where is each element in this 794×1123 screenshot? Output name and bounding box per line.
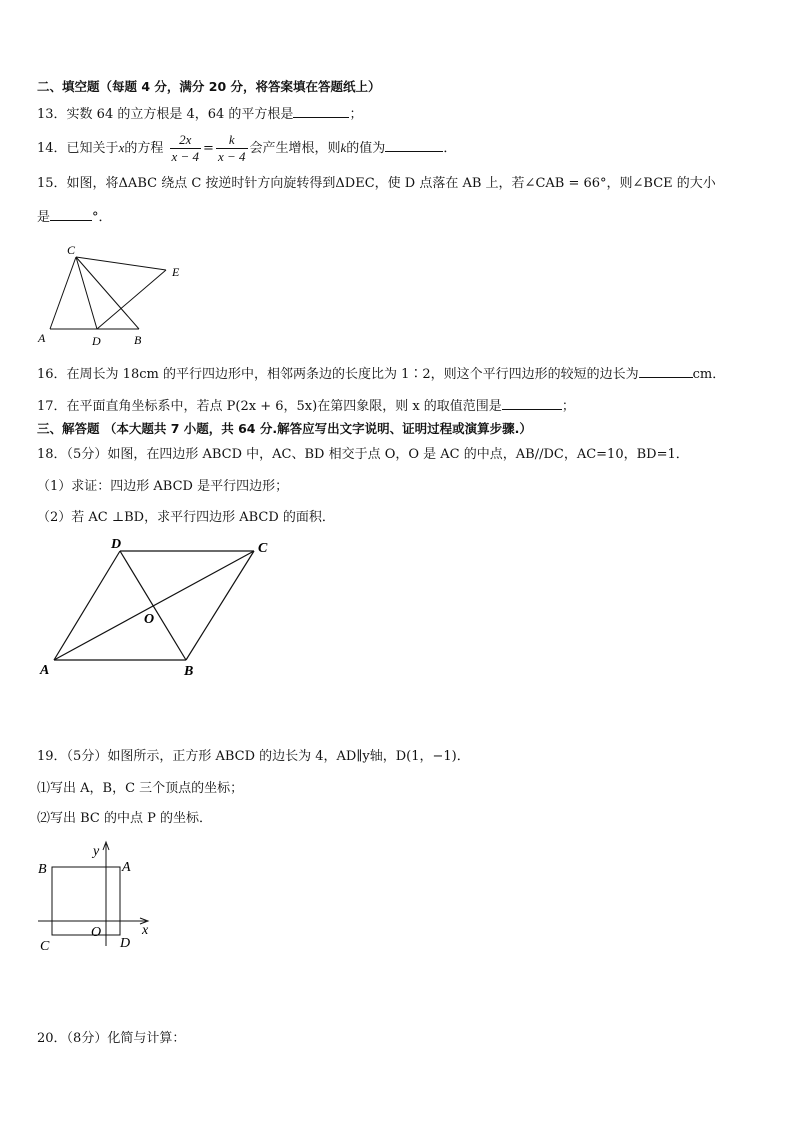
answer-blank (502, 395, 562, 410)
question-text: 会产生增根，则 (249, 141, 341, 156)
square-abcd (52, 867, 120, 935)
fraction-right (216, 132, 248, 165)
punctuation: °． (92, 210, 112, 225)
punctuation: ． (443, 141, 457, 156)
equals-sign: = (203, 141, 214, 156)
question-text: 已知关于 (66, 141, 119, 156)
question-15 (37, 175, 716, 193)
question-14 (37, 130, 456, 170)
question-text: 在周长为 18cm 的平行四边形中，相邻两条边的长度比为 1∶2，则这个平行四边形的较短的边长为 (66, 367, 639, 382)
answer-blank (50, 206, 92, 221)
label-b: B (38, 862, 47, 877)
question-text: 是 (37, 210, 51, 225)
question-number: 15． (37, 176, 67, 191)
label-a: A (38, 331, 46, 345)
answer-blank (639, 363, 693, 378)
segment-ac (50, 257, 76, 329)
question-text: 如图，将ΔABC 绕点 C 按逆时针方向旋转得到ΔDEC，使 D 点落在 AB 上，若∠CAB = 66°，则∠BCE 的大小 (66, 176, 716, 191)
question-19 (37, 748, 470, 766)
question-number: 20． (37, 1031, 67, 1046)
label-c: C (258, 541, 268, 556)
q15-triangle-figure (34, 238, 194, 348)
question-number: 16． (37, 367, 67, 382)
question-text: 实数 64 的立方根是 4，64 的平方根是 (66, 107, 294, 122)
question-18-part-1: （1）求证：四边形 ABCD 是平行四边形； (37, 479, 289, 494)
label-c: C (67, 243, 76, 257)
question-18-part-2: （2）若 AC ⊥BD，求平行四边形 ABCD 的面积． (37, 510, 335, 525)
question-number: 17． (37, 399, 67, 414)
segment-cb (186, 551, 254, 660)
unit-text: cm． (692, 367, 726, 382)
diagonal-ac (54, 551, 254, 660)
fraction-left (170, 132, 202, 165)
label-o: O (91, 925, 102, 940)
question-18 (37, 446, 689, 464)
q18-parallelogram-figure (34, 532, 284, 682)
label-d: D (92, 334, 101, 348)
variable-x: x (118, 140, 125, 155)
question-19-part-1: ⑴写出 A，B，C 三个顶点的坐标； (37, 781, 244, 796)
label-b: B (184, 664, 194, 679)
label-d: D (111, 537, 122, 552)
question-number: 13． (37, 107, 67, 122)
segment-cd (76, 257, 97, 329)
question-text: 在平面直角坐标系中，若点 P(2x + 6，5x)在第四象限，则 x 的取值范围是 (66, 399, 502, 414)
question-text: 的方程 (124, 141, 164, 156)
question-number: 18． (37, 447, 67, 462)
punctuation: ； (561, 399, 575, 414)
segment-ad (54, 551, 120, 660)
section-2-heading: 二、填空题（每题 4 分，满分 20 分，将答案填在答题纸上） (37, 79, 381, 94)
label-e: E (172, 265, 180, 279)
label-x: x (142, 923, 149, 938)
label-o: O (144, 612, 155, 627)
question-text: 的值为 (346, 141, 386, 156)
segment-ce (76, 257, 166, 270)
question-number: 14． (37, 141, 67, 156)
question-13 (37, 103, 362, 124)
question-text: （5分）如图所示，正方形 ABCD 的边长为 4，AD∥y轴，D(1，−1)． (66, 749, 470, 764)
question-number: 19． (37, 749, 67, 764)
q19-coordinate-figure (34, 838, 164, 958)
label-a: A (122, 860, 131, 875)
question-text: （5分）如图，在四边形 ABCD 中，AC、BD 相交于点 O，O 是 AC 的中点，AB//DC，AC=10，BD=1． (66, 447, 689, 462)
question-20 (37, 1030, 185, 1048)
answer-blank (385, 137, 443, 152)
question-15-line-2 (37, 206, 112, 227)
section-3-heading: 三、解答题 （本大题共 7 小题，共 64 分.解答应写出文字说明、证明过程或演算步骤.） (37, 421, 532, 436)
question-19-part-2: ⑵写出 BC 的中点 P 的坐标． (37, 811, 213, 826)
fraction-numerator: 2x (170, 132, 202, 149)
question-16 (37, 363, 725, 384)
punctuation: ； (349, 107, 363, 122)
segment-cb (76, 257, 139, 329)
answer-blank (293, 103, 349, 118)
fraction-numerator: k (216, 132, 248, 149)
question-17 (37, 395, 575, 416)
label-y: y (93, 844, 100, 859)
question-text: （8分）化简与计算： (66, 1031, 186, 1046)
diagonal-bd (120, 551, 186, 660)
fraction-denominator: x − 4 (217, 149, 246, 164)
variable-k: k (340, 140, 347, 155)
fraction-denominator: x − 4 (171, 149, 200, 164)
label-c: C (40, 939, 50, 954)
label-d: D (120, 936, 131, 951)
label-b: B (134, 333, 142, 347)
label-a: A (40, 663, 50, 678)
